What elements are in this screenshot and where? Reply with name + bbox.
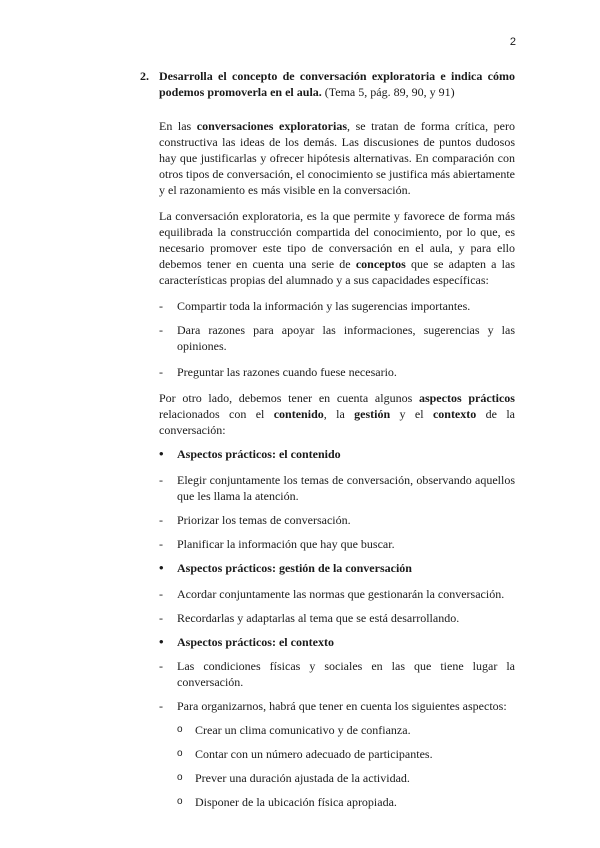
answer-block: [140, 118, 515, 810]
paragraph-exploratory-definition: [159, 118, 515, 198]
list-item-text: Para organizarnos, habrá que tener en cuenta los siguientes aspectos:: [177, 699, 507, 713]
p3-text-4: y el: [390, 407, 433, 421]
list-item: [159, 610, 515, 626]
p3-text-2: relacionados con el: [159, 407, 274, 421]
dash-marker: -: [159, 537, 163, 551]
p3-bold-4: contexto: [432, 407, 477, 421]
list-item-text: Acordar conjuntamente las normas que gestionarán la conversación.: [177, 587, 505, 601]
sub-list-item: [159, 746, 515, 762]
bullet-icon: •: [159, 560, 164, 575]
circle-bullet-icon: o: [177, 724, 183, 735]
dash-marker: -: [159, 611, 163, 625]
document-body: [140, 68, 515, 810]
list-item: [159, 364, 515, 380]
p2-bold: conceptos: [355, 257, 406, 271]
list-item: [159, 472, 515, 504]
dash-marker: -: [159, 587, 163, 601]
section-heading-text: Aspectos prácticos: el contexto: [177, 635, 334, 649]
p2-text-b: que se adapten a las características propias del alumnado y a sus capacidades específicas:: [159, 257, 515, 287]
question-heading: [140, 68, 515, 100]
list-item: [159, 586, 515, 602]
p1-bold: conversaciones exploratorias: [196, 119, 348, 133]
dash-marker: -: [159, 323, 163, 337]
list-item: [159, 658, 515, 690]
circle-bullet-icon: o: [177, 796, 183, 807]
p1-text-a: En las: [159, 119, 197, 133]
paragraph-practical-aspects: [159, 390, 515, 438]
p1-text-b: , se tratan de forma crítica, pero constructiva las ideas de los demás. Las discusiones de puntos dudosos hay que justificarlas y ofrecer hipótesis alternativas. En comparación con otros tipos de conversación, el conocimiento se justifica más abiertamente y el razonamiento es más visible en la conversación.: [159, 119, 516, 197]
p3-text-5: de la conversación:: [159, 407, 515, 437]
sub-list-item-text: Contar con un número adecuado de participantes.: [195, 747, 433, 761]
list-item: [159, 322, 515, 354]
sub-list-item-text: Crear un clima comunicativo y de confianza.: [195, 723, 411, 737]
question-number: 2.: [140, 69, 149, 83]
list-item: [159, 512, 515, 528]
dash-marker: -: [159, 473, 163, 487]
list-item: [159, 536, 515, 552]
p3-bold-2: contenido: [273, 407, 324, 421]
section-heading-gestion: [159, 560, 515, 576]
section-heading-contenido: [159, 446, 515, 462]
question-text: [159, 68, 515, 100]
section-heading-text: Aspectos prácticos: el contenido: [177, 447, 341, 461]
question-reference: (Tema 5, pág. 89, 90, y 91): [324, 85, 455, 99]
p3-text-3: , la: [323, 407, 355, 421]
list-item-text: Compartir toda la información y las sugerencias importantes.: [177, 299, 471, 313]
list-item-text: Priorizar los temas de conversación.: [177, 513, 351, 527]
p3-bold-1: aspectos prácticos: [418, 391, 515, 405]
dash-marker: -: [159, 513, 163, 527]
sub-list-item: [159, 722, 515, 738]
dash-marker: -: [159, 659, 163, 673]
p3-text-1: Por otro lado, debemos tener en cuenta algunos: [159, 391, 419, 405]
dash-marker: -: [159, 699, 163, 713]
sub-list-item-text: Prever una duración ajustada de la actividad.: [195, 771, 410, 785]
bullet-icon: •: [159, 634, 164, 649]
circle-bullet-icon: o: [177, 748, 183, 759]
sub-list-item: [159, 794, 515, 810]
list-item-text: Las condiciones físicas y sociales en las que tiene lugar la conversación.: [177, 659, 515, 689]
section-heading-text: Aspectos prácticos: gestión de la conversación: [177, 561, 412, 575]
list-item: [159, 698, 515, 714]
sub-list-item: [159, 770, 515, 786]
list-item-text: Planificar la información que hay que buscar.: [177, 537, 395, 551]
sub-list-item-text: Disponer de la ubicación física apropiada.: [195, 795, 397, 809]
page-number: 2: [509, 36, 516, 48]
paragraph-promotion: [159, 208, 515, 288]
list-item-text: Preguntar las razones cuando fuese necesario.: [177, 365, 397, 379]
list-item-text: Dara razones para apoyar las informaciones, sugerencias y las opiniones.: [177, 323, 515, 353]
p2-text-a: La conversación exploratoria, es la que permite y favorece de forma más equilibrada la construcción compartida del conocimiento, por lo que, es necesario promover este tipo de conversación en el aula, y para ello debemos tener en cuenta una serie de: [159, 209, 515, 271]
section-heading-contexto: [159, 634, 515, 650]
list-item-text: Elegir conjuntamente los temas de conversación, observando aquellos que les llama la atención.: [177, 473, 515, 503]
list-item-text: Recordarlas y adaptarlas al tema que se está desarrollando.: [177, 611, 460, 625]
dash-marker: -: [159, 299, 163, 313]
list-item: [159, 298, 515, 314]
dash-marker: -: [159, 365, 163, 379]
bullet-icon: •: [159, 446, 164, 461]
circle-bullet-icon: o: [177, 772, 183, 783]
question-title: Desarrolla el concepto de conversación exploratoria e indica cómo podemos promoverla en el aula.: [159, 69, 515, 99]
p3-bold-3: gestión: [354, 407, 391, 421]
